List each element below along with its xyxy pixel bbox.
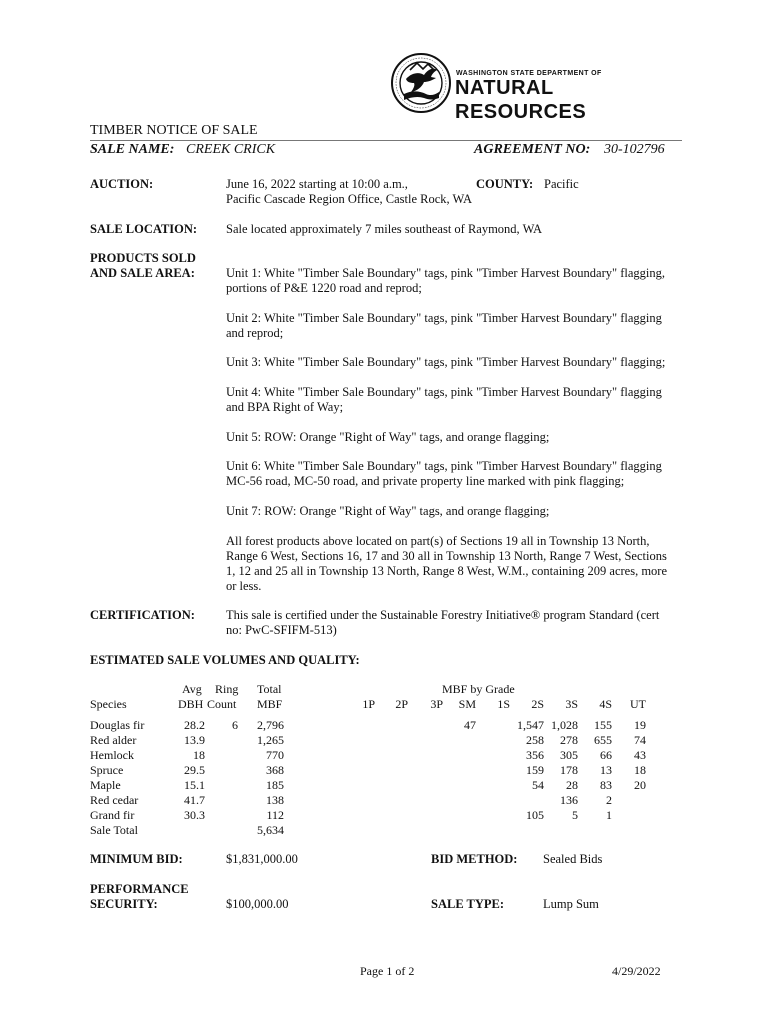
col-total: Total [257,682,282,696]
unit-line: MC-56 road, MC-50 road, and private property line marked with pink flagging; [226,474,625,488]
col-avg: Avg [182,682,202,696]
volumes-heading: ESTIMATED SALE VOLUMES AND QUALITY: [90,653,360,667]
unit-line: Unit 4: White "Timber Sale Boundary" tags, pink "Timber Harvest Boundary" flagging [226,385,662,399]
products-label-2: AND SALE AREA: [90,266,195,280]
grade-header: 2P [395,697,408,711]
cell-dbh: 15.1 [184,778,205,792]
certification-line: This sale is certified under the Sustainable Forestry Initiative® program Standard (cert [226,608,660,622]
unit-4 [226,385,678,415]
cell-dbh: 18 [193,748,205,762]
cell-grade: 66 [600,748,612,762]
cell-mbf: 112 [266,808,284,822]
cell-mbf: 368 [266,763,284,777]
col-species: Species [90,697,127,711]
grade-header: 3P [430,697,443,711]
grade-header: SM [458,697,476,711]
cell-mbf: 5,634 [257,823,284,837]
cell-grade: 1,028 [551,718,578,732]
unit-6 [226,459,678,489]
cell-dbh: 29.5 [184,763,205,777]
letterhead [390,52,680,123]
unit-1 [226,266,678,296]
cell-grade: 1,547 [517,718,544,732]
col-ring: Ring [215,682,239,696]
cell-grade: 28 [566,778,578,792]
certification-line: no: PwC-SFIFM-513) [226,623,337,637]
cell-grade: 43 [634,748,646,762]
col-dbh: DBH [178,697,204,711]
performance-label-2: SECURITY: [90,897,158,911]
org-main-text: NATURAL RESOURCES [455,77,587,123]
cell-grade: 13 [600,763,612,777]
col-mbf: MBF [257,697,283,711]
auction-date: June 16, 2022 starting at 10:00 a.m., [226,177,408,191]
cell-species: Red cedar [90,793,139,807]
sale-name-label: SALE NAME: [90,142,175,157]
grade-header: UT [630,697,646,711]
legal-line: Range 6 West, Sections 16, 17 and 30 all in Township 13 North, Range 7 West, Sections [226,549,667,563]
title-rule [90,140,682,141]
cell-grade: 2 [606,793,612,807]
unit-line: Unit 7: ROW: Orange "Right of Way" tags, and orange flagging; [226,504,550,518]
cell-grade: 105 [526,808,544,822]
dnr-seal-icon [390,52,454,114]
cell-ring: 6 [232,718,238,732]
unit-line: and reprod; [226,326,284,340]
min-bid-value: $1,831,000.00 [226,852,298,866]
cell-dbh: 30.3 [184,808,205,822]
cell-mbf: 1,265 [257,733,284,747]
cell-grade: 159 [526,763,544,777]
sale-location-text: Sale located approximately 7 miles southeast of Raymond, WA [226,222,543,236]
cell-dbh: 41.7 [184,793,205,807]
cell-grade: 83 [600,778,612,792]
cell-grade: 1 [606,808,612,822]
unit-line: Unit 3: White "Timber Sale Boundary" tags, pink "Timber Harvest Boundary" flagging; [226,355,666,369]
unit-2 [226,311,678,341]
unit-7 [226,504,678,519]
unit-line: Unit 2: White "Timber Sale Boundary" tags, pink "Timber Harvest Boundary" flagging [226,311,662,325]
grade-header: 2S [531,697,544,711]
auction-label: AUCTION: [90,177,154,191]
footer-date: 4/29/2022 [612,964,661,978]
sale-type-value: Lump Sum [543,897,599,911]
cell-mbf: 770 [266,748,284,762]
legal-line: or less. [226,579,262,593]
cell-mbf: 2,796 [257,718,284,732]
cell-species: Sale Total [90,823,138,837]
cell-grade: 18 [634,763,646,777]
county-label: COUNTY: [476,177,534,191]
cell-grade: 155 [594,718,612,732]
cell-dbh: 13.9 [184,733,205,747]
sale-name-value: CREEK CRICK [186,142,276,157]
sale-type-label: SALE TYPE: [431,897,505,911]
bid-method-value: Sealed Bids [543,852,603,866]
cell-species: Grand fir [90,808,135,822]
performance-label-1: PERFORMANCE [90,882,189,896]
unit-line: Unit 1: White "Timber Sale Boundary" tags, pink "Timber Harvest Boundary" flagging, [226,266,666,280]
unit-5 [226,430,678,445]
agreement-label: AGREEMENT NO: [474,142,591,157]
unit-line: Unit 5: ROW: Orange "Right of Way" tags, and orange flagging; [226,430,550,444]
certification-label: CERTIFICATION: [90,608,195,622]
grade-title: MBF by Grade [442,682,515,696]
cell-species: Red alder [90,733,137,747]
cell-grade: 305 [560,748,578,762]
cell-grade: 5 [572,808,578,822]
cell-species: Douglas fir [90,718,145,732]
cell-mbf: 185 [266,778,284,792]
unit-3 [226,355,678,370]
cell-grade: 20 [634,778,646,792]
cell-dbh: 28.2 [184,718,205,732]
page-title: TIMBER NOTICE OF SALE [90,123,258,138]
legal-line: All forest products above located on part(s) of Sections 19 all in Township 13 North, [226,534,650,548]
cell-grade: 47 [464,718,476,732]
page-number: Page 1 of 2 [360,964,415,978]
grade-header: 4S [599,697,612,711]
cell-grade: 54 [532,778,544,792]
cell-species: Hemlock [90,748,134,762]
col-count: Count [207,697,237,711]
unit-line: Unit 6: White "Timber Sale Boundary" tags, pink "Timber Harvest Boundary" flagging [226,459,662,473]
grade-header: 3S [565,697,578,711]
cell-grade: 278 [560,733,578,747]
certification-text [226,608,678,638]
cell-grade: 74 [634,733,646,747]
cell-grade: 136 [560,793,578,807]
grade-header: 1S [497,697,510,711]
legal-line: 1, 12 and 25 all in Township 13 North, Range 8 West, W.M., containing 209 acres, more [226,564,668,578]
cell-species: Maple [90,778,121,792]
unit-line: and BPA Right of Way; [226,400,344,414]
cell-mbf: 138 [266,793,284,807]
cell-grade: 655 [594,733,612,747]
bid-method-label: BID METHOD: [431,852,518,866]
county-value: Pacific [544,177,579,191]
sale-location-label: SALE LOCATION: [90,222,198,236]
agreement-value: 30-102796 [604,142,665,157]
performance-value: $100,000.00 [226,897,289,911]
cell-grade: 356 [526,748,544,762]
products-label-1: PRODUCTS SOLD [90,251,196,265]
legal-description [226,534,678,594]
grade-header: 1P [362,697,375,711]
auction-location: Pacific Cascade Region Office, Castle Rock, WA [226,192,472,206]
min-bid-label: MINIMUM BID: [90,852,183,866]
cell-grade: 258 [526,733,544,747]
unit-line: portions of P&E 1220 road and reprod; [226,281,422,295]
org-top-text: WASHINGTON STATE DEPARTMENT OF [456,70,602,77]
cell-grade: 19 [634,718,646,732]
cell-grade: 178 [560,763,578,777]
cell-species: Spruce [90,763,124,777]
